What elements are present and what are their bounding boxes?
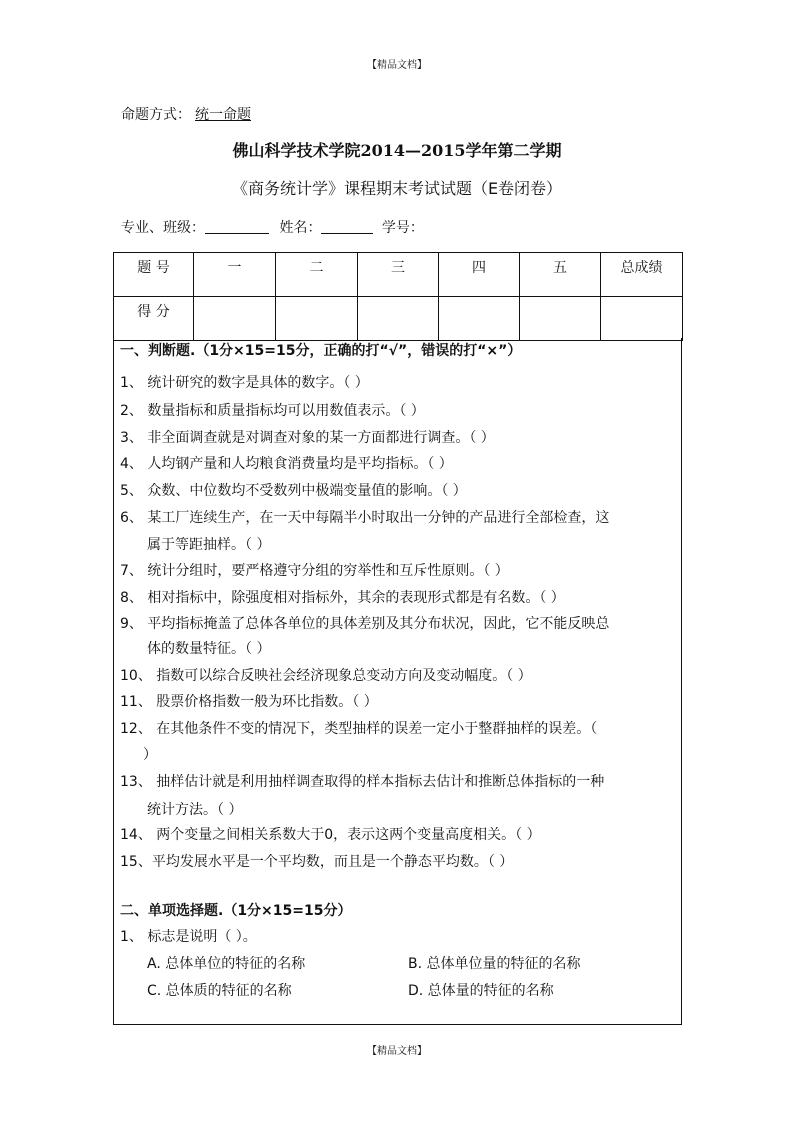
option-d: D. 总体量的特征的名称 (408, 983, 554, 999)
score-cell[interactable] (520, 297, 601, 341)
score-cell[interactable] (194, 297, 276, 341)
score-header-cell: 一 (194, 253, 276, 297)
question-item: 1、 统计研究的数字是具体的数字。（ ） (120, 375, 369, 391)
id-label: 学号： (381, 220, 424, 236)
question-item-cont: 体的数量特征。（ ） (147, 641, 271, 657)
major-label: 专业、班级： (121, 220, 205, 236)
exam-title: 佛山科学技术学院2014—2015学年第二学期 (232, 141, 562, 160)
name-blank[interactable] (321, 219, 373, 234)
question-item: 13、 抽样估计就是利用抽样调查取得的样本指标去估计和推断总体指标的一种 (120, 774, 605, 790)
question-item: 11、 股票价格指数一般为环比指数。（ ） (120, 694, 378, 710)
exam-method (121, 104, 251, 124)
question-item-cont: 统计方法。（ ） (147, 802, 243, 818)
score-cell[interactable] (276, 297, 358, 341)
question-item: 14、 两个变量之间相关系数大于0，表示这两个变量高度相关。（ ） (120, 827, 541, 843)
question-item: 8、 相对指标中，除强度相对指标外，其余的表现形式都是有名数。（ ） (120, 590, 565, 606)
question-item: 1、 标志是说明（ ）。 (120, 929, 257, 945)
score-value-row (114, 297, 683, 341)
option-c: C. 总体质的特征的名称 (147, 983, 292, 999)
score-row-label: 得 分 (114, 297, 194, 341)
question-item: 5、 众数、中位数均不受数列中极端变量值的影响。（ ） (120, 483, 467, 499)
question-item: 6、 某工厂连续生产，在一天中每隔半小时取出一分钟的产品进行全部检查，这 (120, 510, 610, 526)
question-item: 7、 统计分组时，要严格遵守分组的穷举性和互斥性原则。（ ） (120, 563, 509, 579)
option-b: B. 总体单位量的特征的名称 (408, 956, 581, 972)
option-a: A. 总体单位的特征的名称 (147, 956, 306, 972)
question-item: 4、 人均钢产量和人均粮食消费量均是平均指标。（ ） (120, 456, 453, 472)
method-value: 统一命题 (195, 107, 251, 123)
question-item: 10、 指数可以综合反映社会经济现象总变动方向及变动幅度。（ ） (120, 668, 532, 684)
score-cell[interactable] (439, 297, 520, 341)
score-header-cell: 总成绩 (601, 253, 683, 297)
score-header-cell: 四 (439, 253, 520, 297)
score-header-cell: 三 (358, 253, 439, 297)
question-item-cont: 属于等距抽样。（ ） (147, 537, 271, 553)
score-table (113, 252, 683, 341)
question-item: 12、 在其他条件不变的情况下，类型抽样的误差一定小于整群抽样的误差。（ (120, 721, 598, 737)
section2-title: 二、单项选择题.（1分×15=15分） (120, 903, 352, 919)
page-header: 【精品文档】 (367, 60, 427, 71)
score-header-cell: 二 (276, 253, 358, 297)
score-cell[interactable] (601, 297, 683, 341)
question-item: 15、平均发展水平是一个平均数，而且是一个静态平均数。（ ） (120, 854, 514, 870)
exam-subtitle: 《商务统计学》课程期末考试试题（E卷闭卷） (231, 179, 563, 198)
question-item: 3、 非全面调查就是对调查对象的某一方面都进行调查。（ ） (120, 430, 495, 446)
method-label: 命题方式： (121, 107, 191, 123)
score-header-cell: 五 (520, 253, 601, 297)
question-item-cont: ） (143, 747, 157, 763)
section1-title: 一、判断题.（1分×15=15分，正确的打“√”，错误的打“×”） (120, 343, 522, 359)
name-label: 姓名： (279, 220, 322, 236)
score-header-cell: 题 号 (114, 253, 194, 297)
score-header-row (114, 253, 683, 297)
question-item: 9、 平均指标掩盖了总体各单位的具体差别及其分布状况，因此，它不能反映总 (120, 616, 610, 632)
major-blank[interactable] (205, 219, 269, 234)
score-cell[interactable] (358, 297, 439, 341)
page-footer: 【精品文档】 (367, 1046, 427, 1057)
student-info (121, 217, 424, 237)
question-item: 2、 数量指标和质量指标均可以用数值表示。（ ） (120, 403, 425, 419)
